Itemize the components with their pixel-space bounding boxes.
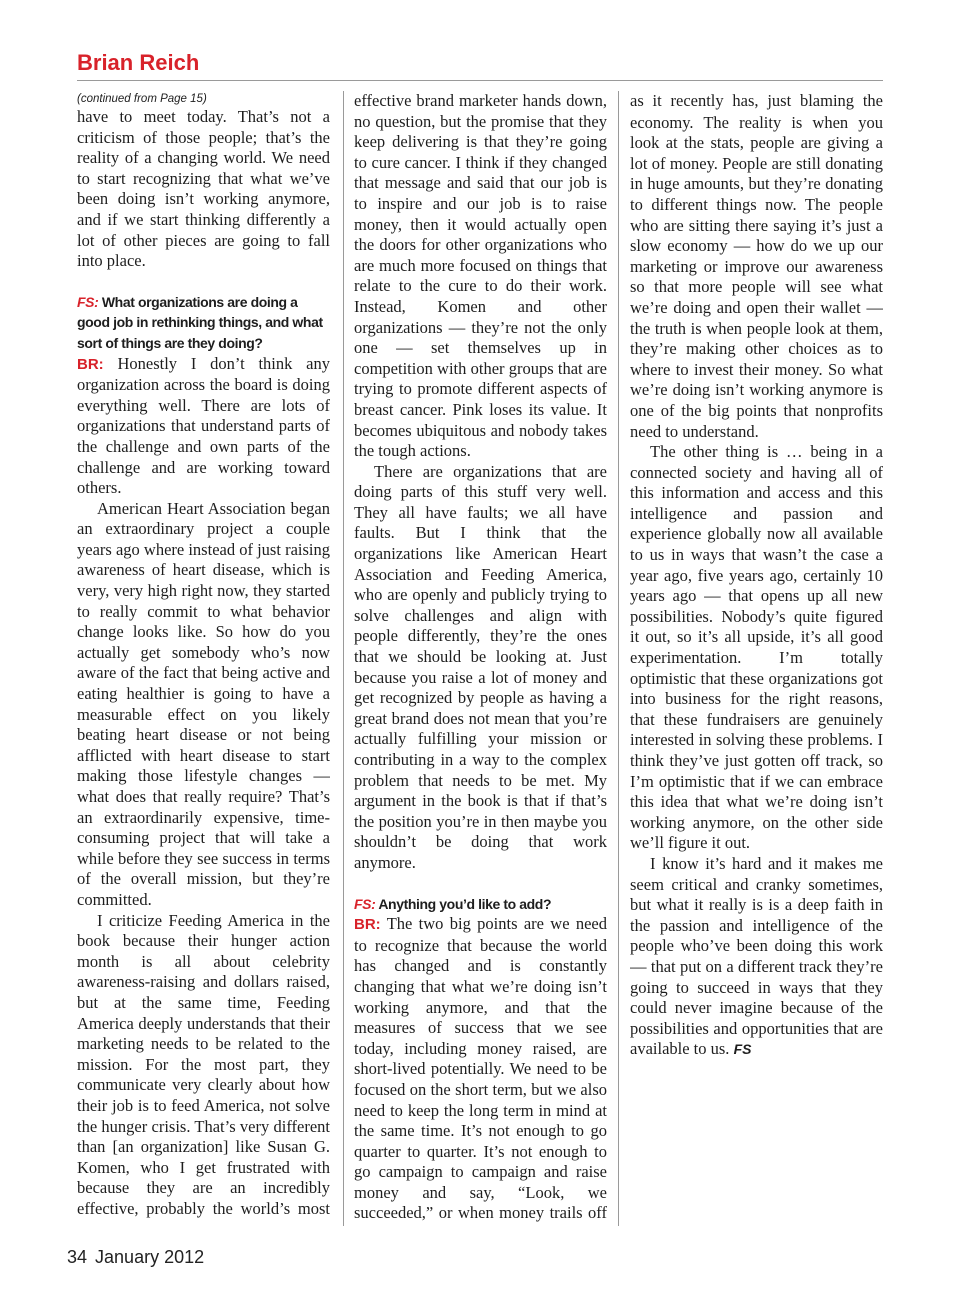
column-divider-1 bbox=[343, 91, 344, 1226]
page-footer bbox=[67, 1245, 204, 1269]
page-number: 34 bbox=[67, 1247, 88, 1267]
question-2-text: Anything you’d like to add? bbox=[378, 895, 552, 912]
paragraph-connected-society: The other thing is … being in a connected society and having all of this information and access and this intelligence and passion and experience globally now all available to us in ways that wasn’t the case a year ago, five years ago, certainly 10 years ago — that opens up all new possibilities. Nobody’s quite figured it out, so it’s all upside, it’s all good experimentation. I’m totally optimistic that these organizations got into business for the right reasons, that these fundraisers are genuinely interested in solving these problems. I think they’ve just gotten off track, so I’m optimistic that if we can embrace this idea that what we’re doing isn’t working anymore, on the other side we’ll figure it out. bbox=[630, 442, 883, 853]
continued-note: (continued from Page 15) bbox=[77, 93, 207, 105]
answer-2 bbox=[630, 91, 883, 442]
column-divider-2 bbox=[618, 91, 619, 1226]
paragraph-closing bbox=[630, 854, 883, 1060]
answer-2-text: The two big points are we need to recognize that because the world has changed and is constantly changing that what we’re doing isn’t working anymore, and that the measures of success that we see today, including money raised, are short-lived potentially. We need to be focused on the short term, but we also need to keep the long term in mind at the same time. It’s not enough to go quarter to quarter. It’s not enough to go campaign to campaign and raise money and say, “Look, we succeeded,” or when money trails off bbox=[354, 914, 607, 1223]
answer-1-text: Honestly I don’t think any organization across the board is doing everything well. There are lots of organizations that understand parts of the challenge and own parts of the challenge and are working toward others. bbox=[77, 353, 330, 498]
paragraph-feeding-america: I criticize Feeding America in the book because their hunger action month is all about celebrity awareness-raising and dollars raised, but at the same time, Feeding America deeply understands that their marketing needs to be related to the mission. For the most part, they communicate very clearly about how their job is to feed America, not solve the hunger crisis. That’s very different than [an organization] like Susan G. Komen, who I get frustrated with because they are an incredibly effective, probably the world’s most bbox=[77, 910, 330, 1218]
question-1 bbox=[77, 292, 330, 354]
column-3 bbox=[630, 91, 883, 1231]
paragraph-heart-association: American Heart Association began an extraordinary project a couple years ago where instead of just raising awareness of heart disease, which is very, very high right now, they started to really commit to what behavior change looks like. So how do you actually get somebody who’s now aware of the fact that being active and eating healthier is going to have a measurable effect on you likely beating heart disease or not being afflicted with heart disease to start making those lifestyle changes — what does that really require? That’s an extraordinarily expensive, time-consuming project that will take a while before they see success in terms of the overall mission, but they’re committed. bbox=[77, 498, 330, 909]
answer-2-label: BR: bbox=[354, 916, 381, 934]
paragraph-organizations-well: There are organizations that are doing parts of this stuff very well. They all have faults; we all have faults. But I think that the organizations like American Heart Association and Feeding America, who are openly and publicly trying to solve challenges and align with people differently, they’re the ones that we should be looking at. Just because you raise a lot of money and get recognized by people as having a great brand does not mean that you’re actually fulfilling your mission or contributing in a way to the complex problem that needs to be met. My argument in the book is that if that’s the position you’re in then maybe you shouldn’t be doing that work anymore. bbox=[354, 461, 607, 872]
answer-2 bbox=[354, 914, 607, 1224]
issue-date: January 2012 bbox=[95, 1247, 205, 1267]
answer-2-text: as it recently has, just blaming the economy. The reality is when you look at the stats, people are giving a lot of money. People are still donating in huge amounts, but they’re donating to different things now. The people who are sitting there saying it’s just a slow economy — how do we up our marketing or improve our awareness so that more people will see what we’re doing and open their wallet — the truth is when people look at them, they’re making other choices as to where to invest their money. So what we’re doing isn’t working anymore is one of the big points that nonprofits need to understand. bbox=[630, 91, 883, 441]
question-2 bbox=[354, 894, 607, 915]
paragraph-intro: have to meet today. That’s not a criticism of those people; that’s the reality of a changing world. We need to start recognizing that what we’ve been doing isn’t working anymore, and if we start thinking differently a lot of other pieces are going to fall into place. bbox=[77, 107, 330, 271]
answer-1 bbox=[77, 354, 330, 499]
header-rule bbox=[77, 80, 883, 81]
paragraph-feeding-america: effective brand marketer hands down, no question, but the promise that they keep delivering is that they’re going to cure cancer. I think if they changed that message and said that our job is to inspire and our job is to raise money, then it would actually open the doors for other organizations who are much more focused on things that relate to the cure to do their work. Instead, Komen and other organizations — they’re not the only one — set themselves up in competition with other groups that are trying to promote different aspects of breast cancer. Pink loses its value. It becomes ubiquitous and nobody takes the tough actions. bbox=[354, 91, 607, 461]
end-mark: FS bbox=[733, 1041, 752, 1058]
question-1-text: What organizations are doing a good job in rethinking things, and what sort of things are they doing? bbox=[77, 293, 323, 351]
article-title: Brian Reich bbox=[77, 50, 200, 75]
column-2 bbox=[354, 91, 607, 1231]
closing-text: I know it’s hard and it makes me seem critical and cranky sometimes, but what it really is is a deep faith in the passion and intelligence of the people who’ve been doing this work — that put on a different track they’re going to succeed in ways that they could never imagine because of the possibilities and opportunities that are available to us. bbox=[630, 853, 883, 1059]
question-1-label: FS: bbox=[77, 293, 99, 310]
answer-1-label: BR: bbox=[77, 355, 104, 373]
question-2-label: FS: bbox=[354, 895, 376, 912]
column-1 bbox=[77, 91, 330, 1231]
